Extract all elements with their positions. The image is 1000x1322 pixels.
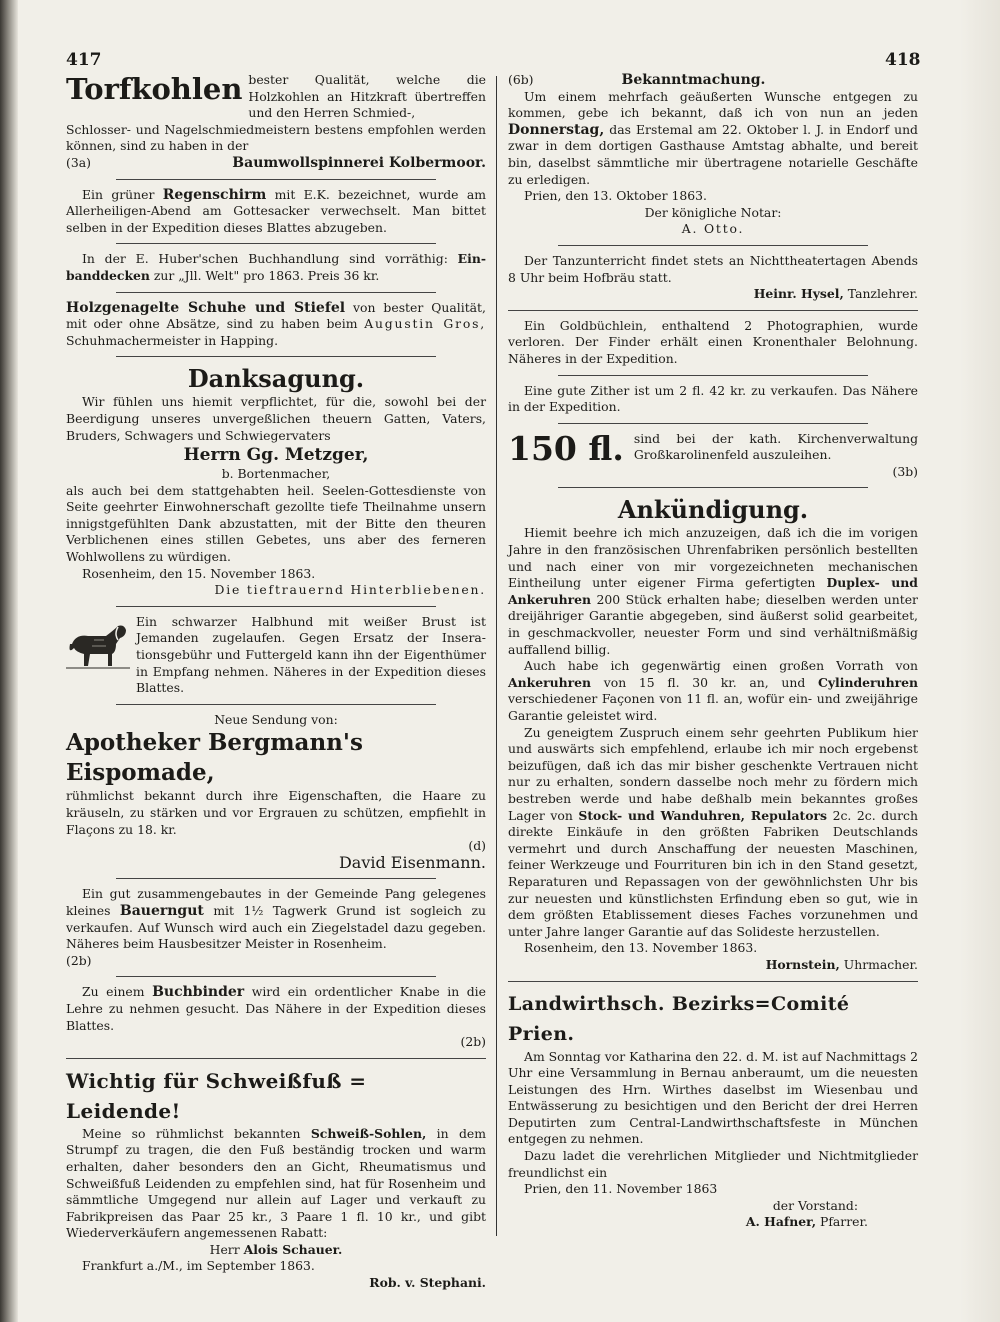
tanz-role: Tanzlehrer. (847, 286, 918, 302)
book-binding-shadow (0, 0, 18, 1322)
einband-keyword: Ein- (457, 251, 486, 267)
divider (116, 179, 436, 180)
divider (116, 704, 436, 705)
torfkohlen-text-2: Schlosser- und Nagelschmiedmeistern bestens empfohlen werden können, sind zu haben in der (66, 121, 486, 154)
schuhe-keyword: Holzgenagelte Schuhe und Stiefel (66, 299, 346, 316)
ad-ankuendigung (508, 495, 918, 973)
ankuend-p3-cont: 2c. 2c. durch direkte Einkäufe in den größten Fabriken Deutschlands vermehrt und durch Anschaffung der neuesten Maschinen, feiner Werkzeuge und Fourrituren bin ich in den Stand gesetzt, Reparaturen und Repassagen von der gewöhnlichsten Uhr bis zur neuesten und künstlichsten Erfindung eben so gut, wie in dem größten Etablissement dieses Faches vorzunehmen und unter Jahre langer Garantie auf das Solideste herzustellen. (508, 807, 918, 939)
zither-text: Eine gute Zither ist um 2 fl. 42 kr. zu verkaufen. Das Nähere in der Expedition. (508, 382, 918, 415)
ad-eispomade (66, 712, 486, 872)
danksagung-signature: Die tieftrauernd Hinterbliebenen. (214, 582, 486, 598)
divider (558, 375, 868, 376)
ankuend-date: Rosenheim, den 13. November 1863. (524, 940, 758, 956)
ankuend-p1: Hiemit beehre ich mich anzuzeigen, daß ich die im vorigen Jahre in den französischen Uhrenfabriken persönlich bestellten und nach einer von mir vorgezeichneten mechanischen Eintheilung unter eigener Firma gefertigten (508, 525, 918, 591)
buchbinder-text: Zu einem (82, 984, 145, 1000)
ankuend-role: Uhrmacher. (843, 956, 918, 972)
schirm-text: Ein grüner (82, 186, 155, 202)
ad-tag: (d) (468, 838, 486, 854)
danksagung-title: Danksagung. (187, 364, 365, 394)
danksagung-name: Herrn Gg. Metzger, (183, 445, 369, 466)
left-column (66, 72, 486, 1292)
bekanntmachung-title: Bekanntmachung. (621, 72, 766, 88)
ad-tag: (3a) (66, 154, 91, 170)
gold-text: Ein Goldbüchlein, enthaltend 2 Photographien, wurde verloren. Der Finder erhält einen Kronenthaler Belohnung. Näheres in der Expedition. (508, 317, 918, 366)
dog-icon (66, 614, 130, 672)
ad-danksagung (66, 364, 486, 599)
ad-bezirks-comite (508, 989, 918, 1232)
pomade-signature: David Eisenmann. (338, 852, 486, 872)
comite-title: Landwirthsch. Bezirks=Comité Prien. (508, 992, 850, 1045)
divider (116, 292, 436, 293)
bekannt-text: Um einem mehrfach geäußerten Wunsche entgegen zu kommen, gebe ich bekannt, daß ich von nun an jeden (508, 88, 918, 121)
schuhe-text: von bester Qualität, mit oder ohne Absätze, sind zu haben beim (66, 299, 486, 332)
danksagung-date: Rosenheim, den 15. November 1863. (82, 565, 316, 581)
schweiss-title: Wichtig für Schweißfuß = Leidende! (66, 1068, 367, 1123)
torfkohlen-title: Torfkohlen (66, 72, 243, 106)
bauern-text-2: mit 1½ Tagwerk Grund ist sogleich zu verkaufen. Auf Wunsch wird auch ein Ziegelstadel dazu gegeben. Näheres beim Hausbesitzer Meister in Rosenheim. (66, 902, 486, 952)
ad-goldbuechlein (508, 318, 918, 368)
bekannt-office: Der königliche Notar: (644, 204, 782, 220)
divider (558, 487, 868, 488)
ankuend-p3-keyword: Stock- und Wanduhren, Repulators (578, 807, 827, 823)
divider (66, 1058, 486, 1059)
torfkohlen-firm: Baumwollspinnerei Kolbermoor. (232, 154, 486, 171)
divider (558, 245, 868, 246)
ad-torfkohlen (66, 72, 486, 172)
divider (558, 423, 868, 424)
tanz-text: Der Tanzunterricht findet stets an Nichttheatertagen Abends 8 Uhr beim Hofbräu statt. (508, 252, 918, 285)
divider (116, 356, 436, 357)
bekannt-date: Prien, den 13. Oktober 1863. (524, 188, 707, 204)
ankuend-p2-end: verschiedener Façonen von 11 fl. an, wofür ein- und zweijährige Garantie geleistet wird. (508, 691, 918, 723)
halbhund-text: Ein schwarzer Halbhund mit weißer Brust ist Jemanden zugelaufen. Gegen Ersatz der Insera-tionsgebühr und Futtergeld kann ihn der Eigenthümer in Empfang nehmen. Näheres in der Expedition dieses Blattes. (136, 613, 486, 696)
ad-schweissfuss (66, 1066, 486, 1292)
ad-bekanntmachung (508, 72, 918, 238)
schirm-text-2: mit E.K. bezeichnet, wurde am Allerheiligen-Abend am Gottesacker verwechselt. Man bittet selben in der Expedition dieses Blattes abzugeben. (66, 186, 486, 235)
fl150-amount: 150 fl. (508, 428, 624, 468)
schuhe-text-2: Schuhmachermeister in Happing. (66, 332, 279, 348)
page-number-right: 418 (885, 50, 921, 70)
ad-buchbinder (66, 984, 486, 1050)
pomade-intro: Neue Sendung von: (214, 711, 338, 727)
einband-keyword-2: banddecken (66, 267, 150, 283)
ad-zither (508, 383, 918, 416)
comite-office: der Vorstand: (772, 1197, 858, 1213)
divider (116, 606, 436, 607)
schweiss-herr-name: Alois Schauer. (243, 1241, 343, 1257)
ankuend-p2: Auch habe ich gegenwärtig einen großen Vorrath von (524, 658, 918, 674)
bauern-text: Ein gut zusammengebautes in der Gemeinde Pang gelegenes kleines (66, 886, 486, 918)
ankuend-p3: Zu geneigtem Zuspruch einem sehr geehrten Publikum hier und auswärts sich empfehlend, erlaube ich mir noch ergebenst beizufügen, daß ich das mir bisher geschenkte Vertrauen nicht nur zu erhalten, sondern dasselbe noch mehr zu fördern mich bestreben werde und habe deßhalb mein bekanntes großes Lager von (508, 724, 918, 823)
ankuend-p1-keyword: Duplex- und Ankeruhren (508, 575, 918, 607)
ad-150fl (508, 428, 918, 481)
buchbinder-keyword: Buchbinder (152, 984, 245, 1001)
right-column (508, 72, 918, 1231)
divider (116, 878, 436, 879)
ad-tag: (6b) (508, 72, 534, 87)
ad-bauerngut (66, 886, 486, 969)
schweiss-text: Meine so rühmlichst bekannten (82, 1125, 301, 1141)
comite-signature: A. Hafner, (745, 1214, 817, 1230)
tanz-signature: Heinr. Hysel, (753, 286, 844, 302)
bauern-keyword: Bauerngut (119, 902, 204, 919)
pomade-title: Apotheker Bergmann's Eispomade, (66, 729, 363, 787)
pomade-body: rühmlichst bekannt durch ihre Eigenschaften, die Haare zu kräuseln, zu stärken und vor Ergrauen zu schützen, empfiehlt in Flaçons zu 18. kr. (66, 788, 486, 837)
danksagung-body-2: als auch bei dem stattgehabten heil. Seelen-Gottesdienste von Seite geehrter Einwohnerschaft gezollte tiefe Theilnahme unsern innigstgefühlten Dank abzustatten, mit der Bitte den theuren Verblichenen eines stillen Gebetes, uns aber des ferneren Wohlwollens zu würdigen. (66, 482, 486, 565)
comite-date: Prien, den 11. November 1863 (524, 1181, 718, 1197)
comite-p1: Am Sonntag vor Katharina den 22. d. M. ist auf Nachmittags 2 Uhr eine Versammlung in Bernau anberaumt, um die neuesten Leistungen des Hrn. Wirthes daselbst im Wiesenbau und Entwässerung zu besichtigen und den Bericht der drei Herren Deputirten zum Central-Landwirthschaftsfeste in München entgegen zu nehmen. (508, 1048, 918, 1147)
fl150-text: sind bei der kath. Kirchenverwaltung Großkarolinenfeld auszuleihen. (633, 430, 918, 463)
ad-regenschirm (66, 187, 486, 237)
danksagung-body: Wir fühlen uns hiemit verpflichtet, für die, sowohl bei der Beerdigung unseres unvergeßlichen theuern Gatten, Vaters, Bruders, Schwagers und Schwiegervaters (66, 394, 486, 443)
einband-text: In der E. Huber'schen Buchhandlung sind vorräthig: (82, 251, 448, 267)
bekannt-text-2: das Erstemal am 22. Oktober l. J. in Endorf und zwar in dem dortigen Gasthause Amtstag abhalte, und bereit bin, daselbst sämmtliche mir übertragene notarielle Geschäfte zu erledigen. (508, 121, 918, 187)
ankuend-p1-cont: 200 Stück erhalten habe; dieselben werden unter dreijähriger Garantie abgegeben, sind äußerst solid gearbeitet, in geschmackvoller, neuester Form und sind verhältnißmäßig auffallend billig. (508, 591, 918, 657)
column-divider (496, 76, 497, 1236)
danksagung-occupation: b. Bortenmacher, (221, 466, 331, 482)
torfkohlen-text: bester Qualität, welche die Holzkohlen an Hitzkraft übertreffen und den Herren Schmied-, (248, 72, 486, 121)
ad-tag: (2b) (66, 952, 92, 968)
schuhe-name: Augustin Gros, (364, 316, 486, 332)
ankuend-p2-cont: von 15 fl. 30 kr. an, und (603, 674, 806, 690)
schweiss-date: Frankfurt a./M., im September 1863. (82, 1258, 315, 1274)
ankuend-signature: Hornstein, (765, 956, 840, 972)
schirm-keyword: Regenschirm (162, 186, 267, 203)
divider (116, 243, 436, 244)
ad-halbhund (66, 614, 486, 697)
divider (116, 976, 436, 977)
ad-tanzunterricht (508, 253, 918, 303)
bekannt-keyword: Donnerstag, (508, 121, 605, 138)
ankuendigung-title: Ankündigung. (617, 495, 809, 525)
page-edge (960, 0, 1000, 1322)
bekannt-name: A. Otto. (681, 221, 745, 237)
page-number-left: 417 (66, 50, 102, 70)
ankuend-p2-keyword-2: Cylinderuhren (818, 674, 918, 690)
divider (508, 981, 918, 982)
ankuend-p2-keyword: Ankeruhren (508, 674, 592, 690)
comite-role: Pfarrer. (820, 1214, 868, 1230)
ad-tag: (3b) (892, 463, 918, 479)
schweiss-signature: Rob. v. Stephani. (369, 1275, 486, 1291)
schweiss-keyword: Schweiß-Sohlen, (310, 1125, 427, 1141)
schweiss-text-2: in dem Strumpf zu tragen, die den Fuß beständig trocken und warm erhalten, daher besonders den an Gicht, Rheumatismus und Schweißfuß Leidenden zu empfehlen sind, hat für Rosenheim und sämmtliche Umgegend nur allein auf Lager und verkauft zu Fabrikpreisen das Paar 25 kr., 3 Paare 1 fl. 10 kr., und gibt Wiederverkäufern angemessenen Rabatt: (66, 1125, 486, 1241)
ad-schuhe (66, 300, 486, 350)
comite-p2: Dazu ladet die verehrlichen Mitglieder und Nichtmitglieder freundlichst ein (508, 1148, 918, 1180)
divider (508, 310, 918, 311)
einband-text-2: zur „Jll. Welt" pro 1863. Preis 36 kr. (153, 267, 380, 283)
ad-einbanddecken (66, 251, 486, 284)
buchbinder-text-2: wird ein ordentlicher Knabe in die Lehre zu nehmen gesucht. Das Nähere in der Expedition dieses Blattes. (66, 984, 486, 1033)
ad-tag: (2b) (460, 1034, 486, 1050)
schweiss-herr: Herr (209, 1241, 240, 1257)
